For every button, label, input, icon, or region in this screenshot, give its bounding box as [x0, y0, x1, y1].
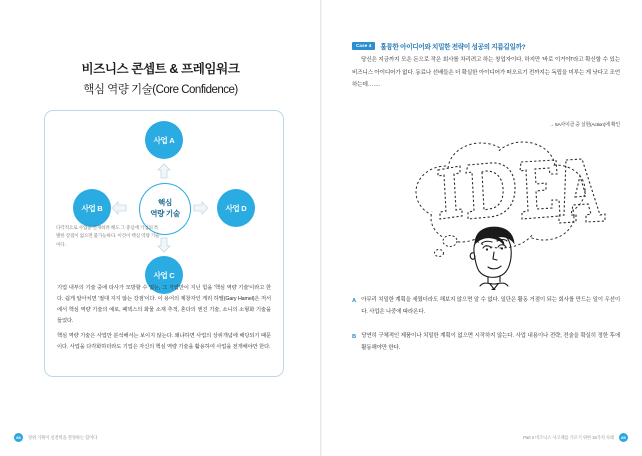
core-label-line1: 핵심 [158, 198, 172, 208]
right-page [321, 0, 642, 456]
answer-options [352, 295, 620, 367]
book-gutter [320, 0, 322, 456]
footer-title: Part 2 비즈니스 사고체를 기르기 위한 18가지 사례 [523, 434, 614, 440]
answer-text-b: 당연히 구체적인 제품이나 치밀한 계획이 없으면 시작하지 않는다. 사업 내용이나 전략, 전술을 확실히 정한 후에 활동해야만 한다. [361, 333, 620, 351]
diagram-node-business-b: 사업 B [73, 189, 111, 227]
core-competence-diagram [44, 110, 284, 377]
intro-paragraph: 당신은 지금까지 모은 돈으로 작은 회사를 차리려고 하는 창업자이다. 하지만 '바로 이거야!'라고 확신할 수 있는 비즈니스 아이디어가 없다. 동료나 선배들은 더 확실한 아이디어가 떠오르기 전까지는 독립을 미루는 게 낫다고 조언하는데……. [352, 57, 620, 89]
reference-note: → 5A사이클 중 실현(Action)에 확인 [549, 123, 620, 128]
answer-key-a: A [352, 298, 357, 304]
answer-option-a[interactable] [352, 295, 620, 318]
page-number-badge: 88 [14, 433, 23, 442]
arrow-right-icon [193, 201, 209, 220]
diagram-annotation: 다각적으로 사업을 전개하려 해도 그 중심에 기업의 특별한 강점이 없으면 불가능하다. 이것이 핵심 역량 기술이다. [56, 225, 160, 247]
answer-text-a: 아무리 치밀한 계획을 세웠더라도 해보지 않으면 알 수 없다. 일단은 활동 거점이 되는 회사를 만드는 일이 우선이다. 사업은 나중에 따라온다. [361, 297, 620, 315]
diagram-node-business-a: 사업 A [145, 121, 183, 159]
core-label-line2: 역량 기술 [150, 209, 180, 218]
right-page-intro [352, 54, 620, 92]
body-paragraph-2: 핵심 역량 기술은 사업만 분석해서는 보이지 않는다. 왜냐하면 사업의 상위개념에 해당되기 때문이다. 사업을 다각화하더라도 기업은 자신의 핵심 역량 기술을 활용하여 사업을 전개해야만 한다. [57, 333, 271, 351]
diagram-node-business-c: 사업 C [145, 256, 183, 294]
arrow-up-icon [157, 163, 171, 184]
left-page-footer [14, 433, 97, 442]
page-subtitle: 핵심 역량 기술(Core Confidence) [83, 84, 238, 96]
body-paragraph-1: 기업 내부의 기술 중에 타사가 모방할 수 없는, 그 기업만이 지닌 힘을 '핵심 역량 기술'이라고 한다. 쉽게 알아치면 '절대 지지 않는 강점'이다. 이 용어의 제창자인 게리 하멜(Gary Hamel)은 저서에서 핵심 역량 기술의 예로, 페덱스의 화물 소재 추적, 혼다의 엔진 기술, 소니의 소형화 기술을 들었다. [57, 285, 271, 324]
case-badge: Case 4 [352, 42, 375, 51]
answer-option-b[interactable] [352, 331, 620, 354]
idea-illustration [376, 140, 606, 290]
left-page-body [57, 283, 271, 358]
page-number-badge: 89 [619, 433, 628, 442]
case-heading: 훌륭한 아이디어와 치밀한 전략이 성공의 지름길일까? [380, 44, 526, 51]
diagram-node-business-d: 사업 D [217, 189, 255, 227]
page-title: 비즈니스 콘셉트 & 프레임워크 [81, 62, 240, 76]
footer-title: 상위 기획이 실전력을 결정하는 힘이다 [28, 434, 98, 440]
right-page-footer [523, 433, 628, 442]
arrow-left-icon [111, 201, 127, 220]
left-page-title-block [0, 62, 321, 98]
case-header [352, 41, 620, 51]
answer-key-b: B [352, 334, 357, 341]
